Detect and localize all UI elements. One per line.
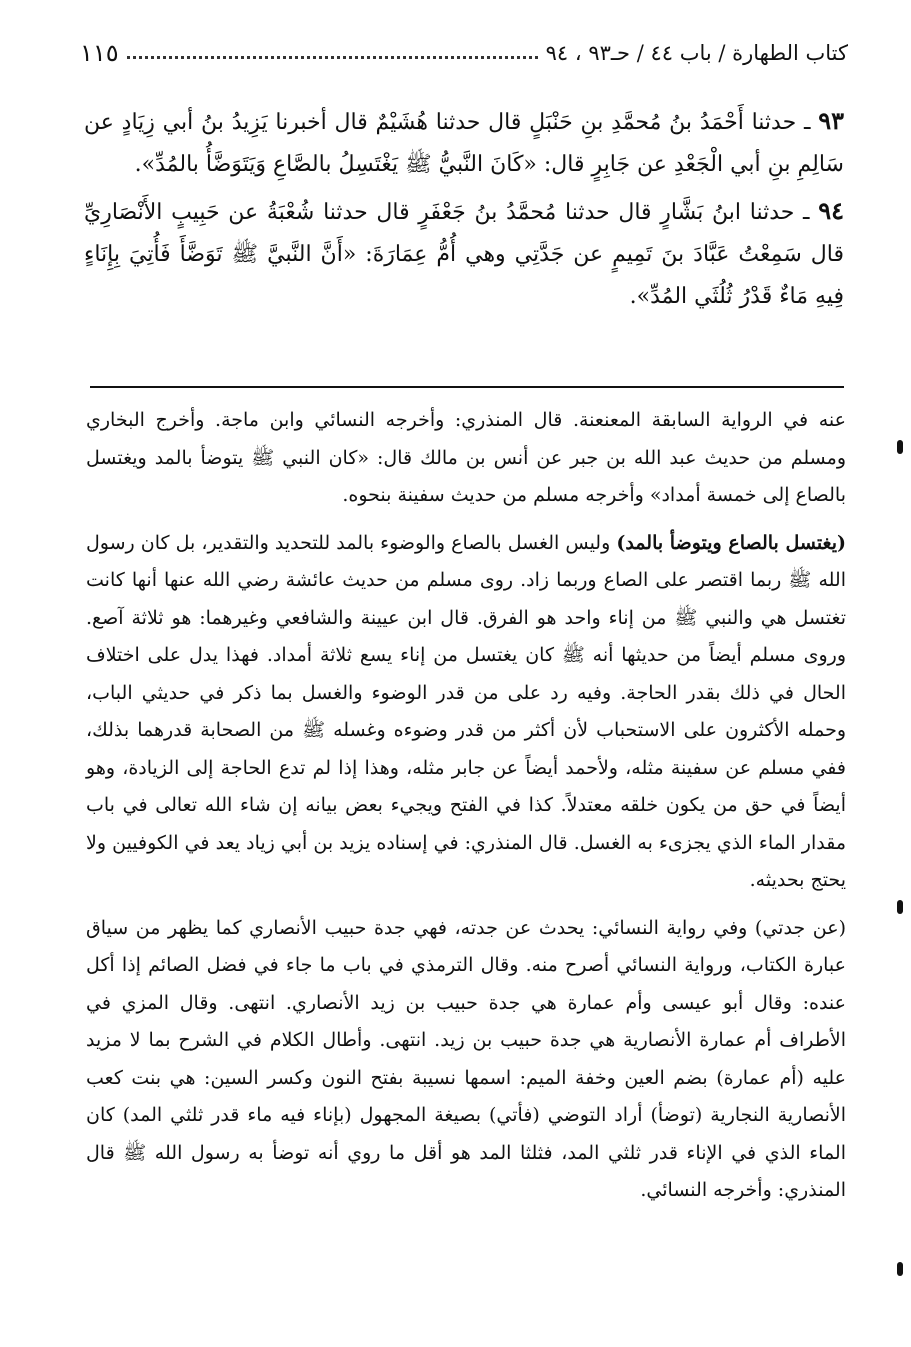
margin-mark [897, 1262, 903, 1276]
hadith-93 [84, 100, 844, 186]
commentary-paragraph [86, 402, 846, 515]
commentary [86, 402, 846, 1220]
leader-dots [127, 38, 538, 59]
running-title: كتاب الطهارة / باب ٤٤ / حـ٩٣ ، ٩٤ [545, 41, 848, 65]
hadith-body: ـ حدثنا ابنُ بَشَّارٍ قال حدثنا مُحمَّدُ بنُ جَعْفَرٍ قال حدثنا شُعْبَةُ عن حَبِيبٍ الأَنْصَارِيِّ قال سَمِعْتُ عَبَّادَ بنَ تَمِيمٍ عن جَدَّتِي وهي أُمُّ عِمَارَةَ: «أَنَّ النَّبيَّ ﷺ تَوَضَّأَ فَأُتِيَ بِإِنَاءٍ فِيهِ مَاءٌ قَدْرُ ثُلُثَي المُدِّ». [84, 200, 844, 309]
page-header [80, 38, 848, 78]
commentary-text: (عن جدتي) وفي رواية النسائي: يحدث عن جدته، فهي جدة حبيب الأنصاري كما يظهر من سياق عبارة الكتاب، ورواية النسائي أصرح منه. وقال الترمذي في باب ما جاء في فضل الصائم إذا أكل عنده: وقال أبو عيسى وأم عمارة هي جدة حبيب بن زيد الأنصاري. انتهى. وقال المزي في الأطراف أم عمارة الأنصارية هي جدة حبيب بن زيد. انتهى. وأطال الكلام في الشرح بما لا مزيد عليه (أم عمارة) بضم العين وخفة الميم: اسمها نسيبة بفتح النون وكسر السين: هي بنت كعب الأنصارية النجارية (توضأ) أراد التوضي (فأتي) بصيغة المجهول (بإناء فيه ماء قدر ثلثي المد) كان الماء الذي في الإناء قدر ثلثي المد، فثلثا المد هو أقل ما روي أنه توضأ به رسول الله ﷺ قال المنذري: وأخرجه النسائي. [86, 916, 846, 1201]
page-number: ١١٥ [80, 39, 119, 67]
hadith-body: ـ حدثنا أَحْمَدُ بنُ مُحمَّدِ بنِ حَنْبَلٍ قال حدثنا هُشَيْمٌ قال أخبرنا يَزِيدُ بنُ أبي زِيَادٍ عن سَالِمِ بنِ أبي الْجَعْدِ عن جَابِرٍ قال: «كَانَ النَّبيُّ ﷺ يَغْتَسِلُ بالصَّاعِ وَيَتَوَضَّأُ بالمُدِّ». [84, 110, 844, 177]
commentary-paragraph [86, 525, 846, 900]
hadith-number: ٩٤ [818, 196, 845, 225]
commentary-paragraph [86, 910, 846, 1210]
margin-mark [897, 440, 903, 454]
hadith-number: ٩٣ [818, 106, 845, 135]
commentary-lead: (يغتسل بالصاع ويتوضأ بالمد) [616, 531, 846, 554]
hadith-94 [84, 190, 844, 318]
commentary-text: وليس الغسل بالصاع والوضوء بالمد للتحديد والتقدير، بل كان رسول الله ﷺ ربما اقتصر على الصاع وربما زاد. روى مسلم من حديث عائشة رضي الله عنها أنها كانت تغتسل هي والنبي ﷺ من إناء واحد هو الفرق. قال ابن عيينة والشافعي وغيرهما: هو ثلاثة آصع. وروى مسلم أيضاً من حديثها أنه ﷺ كان يغتسل من إناء يسع ثلاثة أمداد. فهذا يدل على اختلاف الحال في ذلك بقدر الحاجة. وفيه رد على من قدر الوضوء والغسل بما ذكر في حديثي الباب، وحمله الأكثرون على الاستحباب لأن أكثر من قدر وضوءه وغسله ﷺ من الصحابة قدرهما بذلك، ففي مسلم عن سفينة مثله، ولأحمد أيضاً عن جابر مثله، وهذا إذا لم تدع الحاجة إلى الزيادة، وهو أيضاً في حق من يكون خلقه معتدلاً. كذا في الفتح ويجيء بعض بيانه إن شاء الله تعالى في باب مقدار الماء الذي يجزىء به الغسل. قال المنذري: في إسناده يزيد بن أبي زياد يعد في الكوفيين ولا يحتج بحديثه. [86, 531, 846, 891]
hadith-text [84, 100, 844, 322]
separator-rule [90, 386, 844, 388]
margin-mark [897, 900, 903, 914]
commentary-text: عنه في الرواية السابقة المعنعنة. قال المنذري: وأخرجه النسائي وابن ماجة. وأخرج البخاري ومسلم من حديث عبد الله بن جبر عن أنس بن مالك قال: «كان النبي ﷺ يتوضأ بالمد ويغتسل بالصاع إلى خمسة أمداد» وأخرجه مسلم من حديث سفينة بنحوه. [86, 409, 846, 506]
